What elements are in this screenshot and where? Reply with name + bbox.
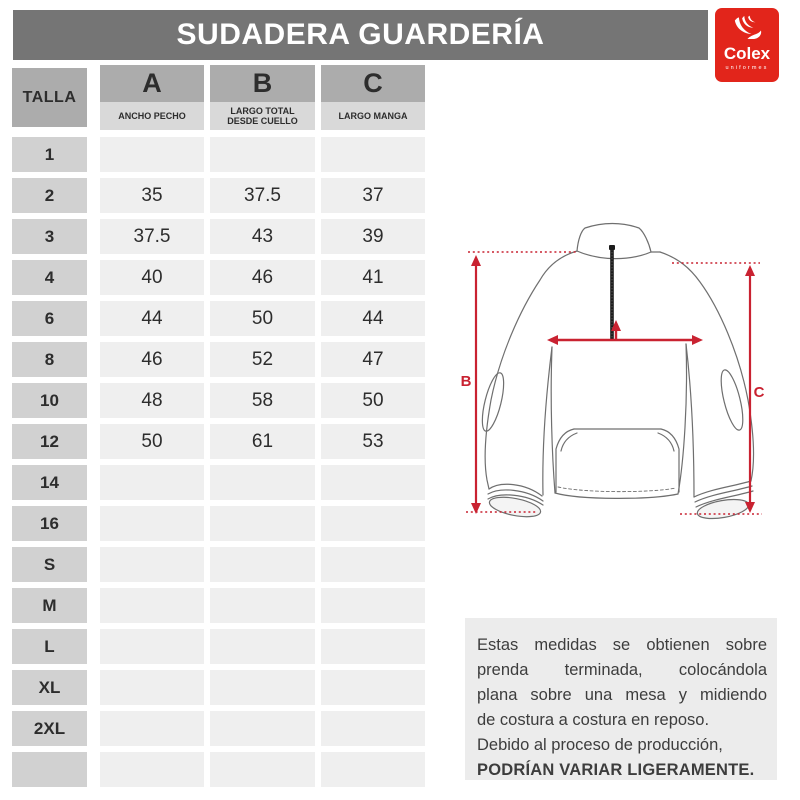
table-header: [12, 65, 431, 130]
value-cell-a: [100, 506, 204, 541]
column-letter-a: A: [100, 65, 204, 102]
note-line-emphasis: PODRÍAN VARIAR LIGERAMENTE.: [477, 761, 755, 779]
size-cell: S: [12, 547, 87, 582]
collar-seam: [577, 251, 651, 259]
logo-tagline-text: uniformes: [725, 65, 769, 71]
note-line: Debido al proceso de producción,: [477, 736, 723, 754]
table-row: [12, 219, 431, 254]
value-cell-b: [210, 506, 315, 541]
column-header-c: [321, 65, 425, 130]
value-cell-b: [210, 137, 315, 172]
title-bar: [13, 10, 708, 60]
value-cell-b: [210, 752, 315, 787]
size-cell: 1: [12, 137, 87, 172]
size-cell: 2: [12, 178, 87, 213]
table-row: [12, 342, 431, 377]
measure-label-b: B: [460, 373, 472, 390]
value-cell-a: [100, 752, 204, 787]
measure-arrow-b: [471, 255, 481, 514]
note-line: prenda terminada, colocándola: [477, 661, 767, 679]
measurement-note: [465, 618, 777, 780]
value-cell-a: [100, 629, 204, 664]
measure-label-c: C: [753, 384, 765, 401]
column-label-c: LARGO MANGA: [321, 102, 425, 130]
value-cell-c: 47: [321, 342, 425, 377]
size-cell: [12, 752, 87, 787]
value-cell-a: 46: [100, 342, 204, 377]
garment-diagram: [448, 216, 780, 530]
value-cell-b: 50: [210, 301, 315, 336]
size-cell: 14: [12, 465, 87, 500]
table-row: [12, 301, 431, 336]
value-cell-c: 44: [321, 301, 425, 336]
value-cell-a: [100, 670, 204, 705]
value-cell-a: [100, 588, 204, 623]
value-cell-a: [100, 711, 204, 746]
size-cell: 16: [12, 506, 87, 541]
value-cell-b: 61: [210, 424, 315, 459]
value-cell-a: 35: [100, 178, 204, 213]
value-cell-a: 37.5: [100, 219, 204, 254]
value-cell-b: 46: [210, 260, 315, 295]
table-row: [12, 260, 431, 295]
size-cell: M: [12, 588, 87, 623]
table-row: [12, 137, 431, 172]
page-title: SUDADERA GUARDERÍA: [176, 18, 545, 51]
value-cell-c: [321, 137, 425, 172]
wing-bird-icon: [729, 15, 765, 45]
value-cell-a: 40: [100, 260, 204, 295]
table-row: [12, 588, 431, 623]
size-cell: L: [12, 629, 87, 664]
value-cell-b: 58: [210, 383, 315, 418]
table-row: [12, 711, 431, 746]
table-row: [12, 629, 431, 664]
table-row: [12, 547, 431, 582]
elbow-patch-left: [478, 371, 508, 433]
column-label-b: LARGO TOTAL DESDE CUELLO: [210, 102, 315, 130]
value-cell-b: [210, 547, 315, 582]
value-cell-b: 37.5: [210, 178, 315, 213]
table-body: [12, 137, 431, 787]
column-letter-b: B: [210, 65, 315, 102]
column-label-a: ANCHO PECHO: [100, 102, 204, 130]
table-row: [12, 506, 431, 541]
value-cell-c: [321, 752, 425, 787]
note-line: plana sobre una mesa y midiendo: [477, 686, 767, 704]
size-cell: 4: [12, 260, 87, 295]
size-cell: 6: [12, 301, 87, 336]
size-cell: 2XL: [12, 711, 87, 746]
size-cell: 3: [12, 219, 87, 254]
size-cell: 10: [12, 383, 87, 418]
column-letter-c: C: [321, 65, 425, 102]
value-cell-b: [210, 711, 315, 746]
value-cell-c: [321, 588, 425, 623]
value-cell-c: 39: [321, 219, 425, 254]
table-row: [12, 752, 431, 787]
value-cell-c: 37: [321, 178, 425, 213]
value-cell-c: 53: [321, 424, 425, 459]
note-line: de costura a costura en reposo.: [477, 711, 710, 729]
value-cell-c: [321, 670, 425, 705]
value-cell-a: [100, 547, 204, 582]
table-row: [12, 424, 431, 459]
table-row: [12, 383, 431, 418]
table-row: [12, 178, 431, 213]
value-cell-c: [321, 547, 425, 582]
column-header-b: [210, 65, 315, 130]
value-cell-a: 48: [100, 383, 204, 418]
size-cell: 8: [12, 342, 87, 377]
value-cell-b: [210, 465, 315, 500]
value-cell-c: [321, 506, 425, 541]
value-cell-b: [210, 588, 315, 623]
logo-brand-text: Colex: [723, 44, 771, 63]
measure-arrow-a: [547, 320, 703, 345]
value-cell-a: 44: [100, 301, 204, 336]
value-cell-c: [321, 629, 425, 664]
value-cell-a: [100, 465, 204, 500]
size-cell: XL: [12, 670, 87, 705]
note-line: Estas medidas se obtienen sobre: [477, 636, 767, 654]
value-cell-c: [321, 465, 425, 500]
size-column-header: TALLA: [12, 68, 87, 127]
value-cell-b: 52: [210, 342, 315, 377]
value-cell-c: [321, 711, 425, 746]
value-cell-b: 43: [210, 219, 315, 254]
value-cell-a: 50: [100, 424, 204, 459]
colex-logo: [715, 8, 779, 82]
column-header-a: [100, 65, 204, 130]
value-cell-a: [100, 137, 204, 172]
table-row: [12, 670, 431, 705]
size-table: [12, 65, 431, 793]
value-cell-c: 41: [321, 260, 425, 295]
size-cell: 12: [12, 424, 87, 459]
table-row: [12, 465, 431, 500]
kangaroo-pocket: [556, 429, 679, 492]
value-cell-b: [210, 629, 315, 664]
sweatshirt-drawing: [478, 224, 754, 522]
value-cell-b: [210, 670, 315, 705]
value-cell-c: 50: [321, 383, 425, 418]
